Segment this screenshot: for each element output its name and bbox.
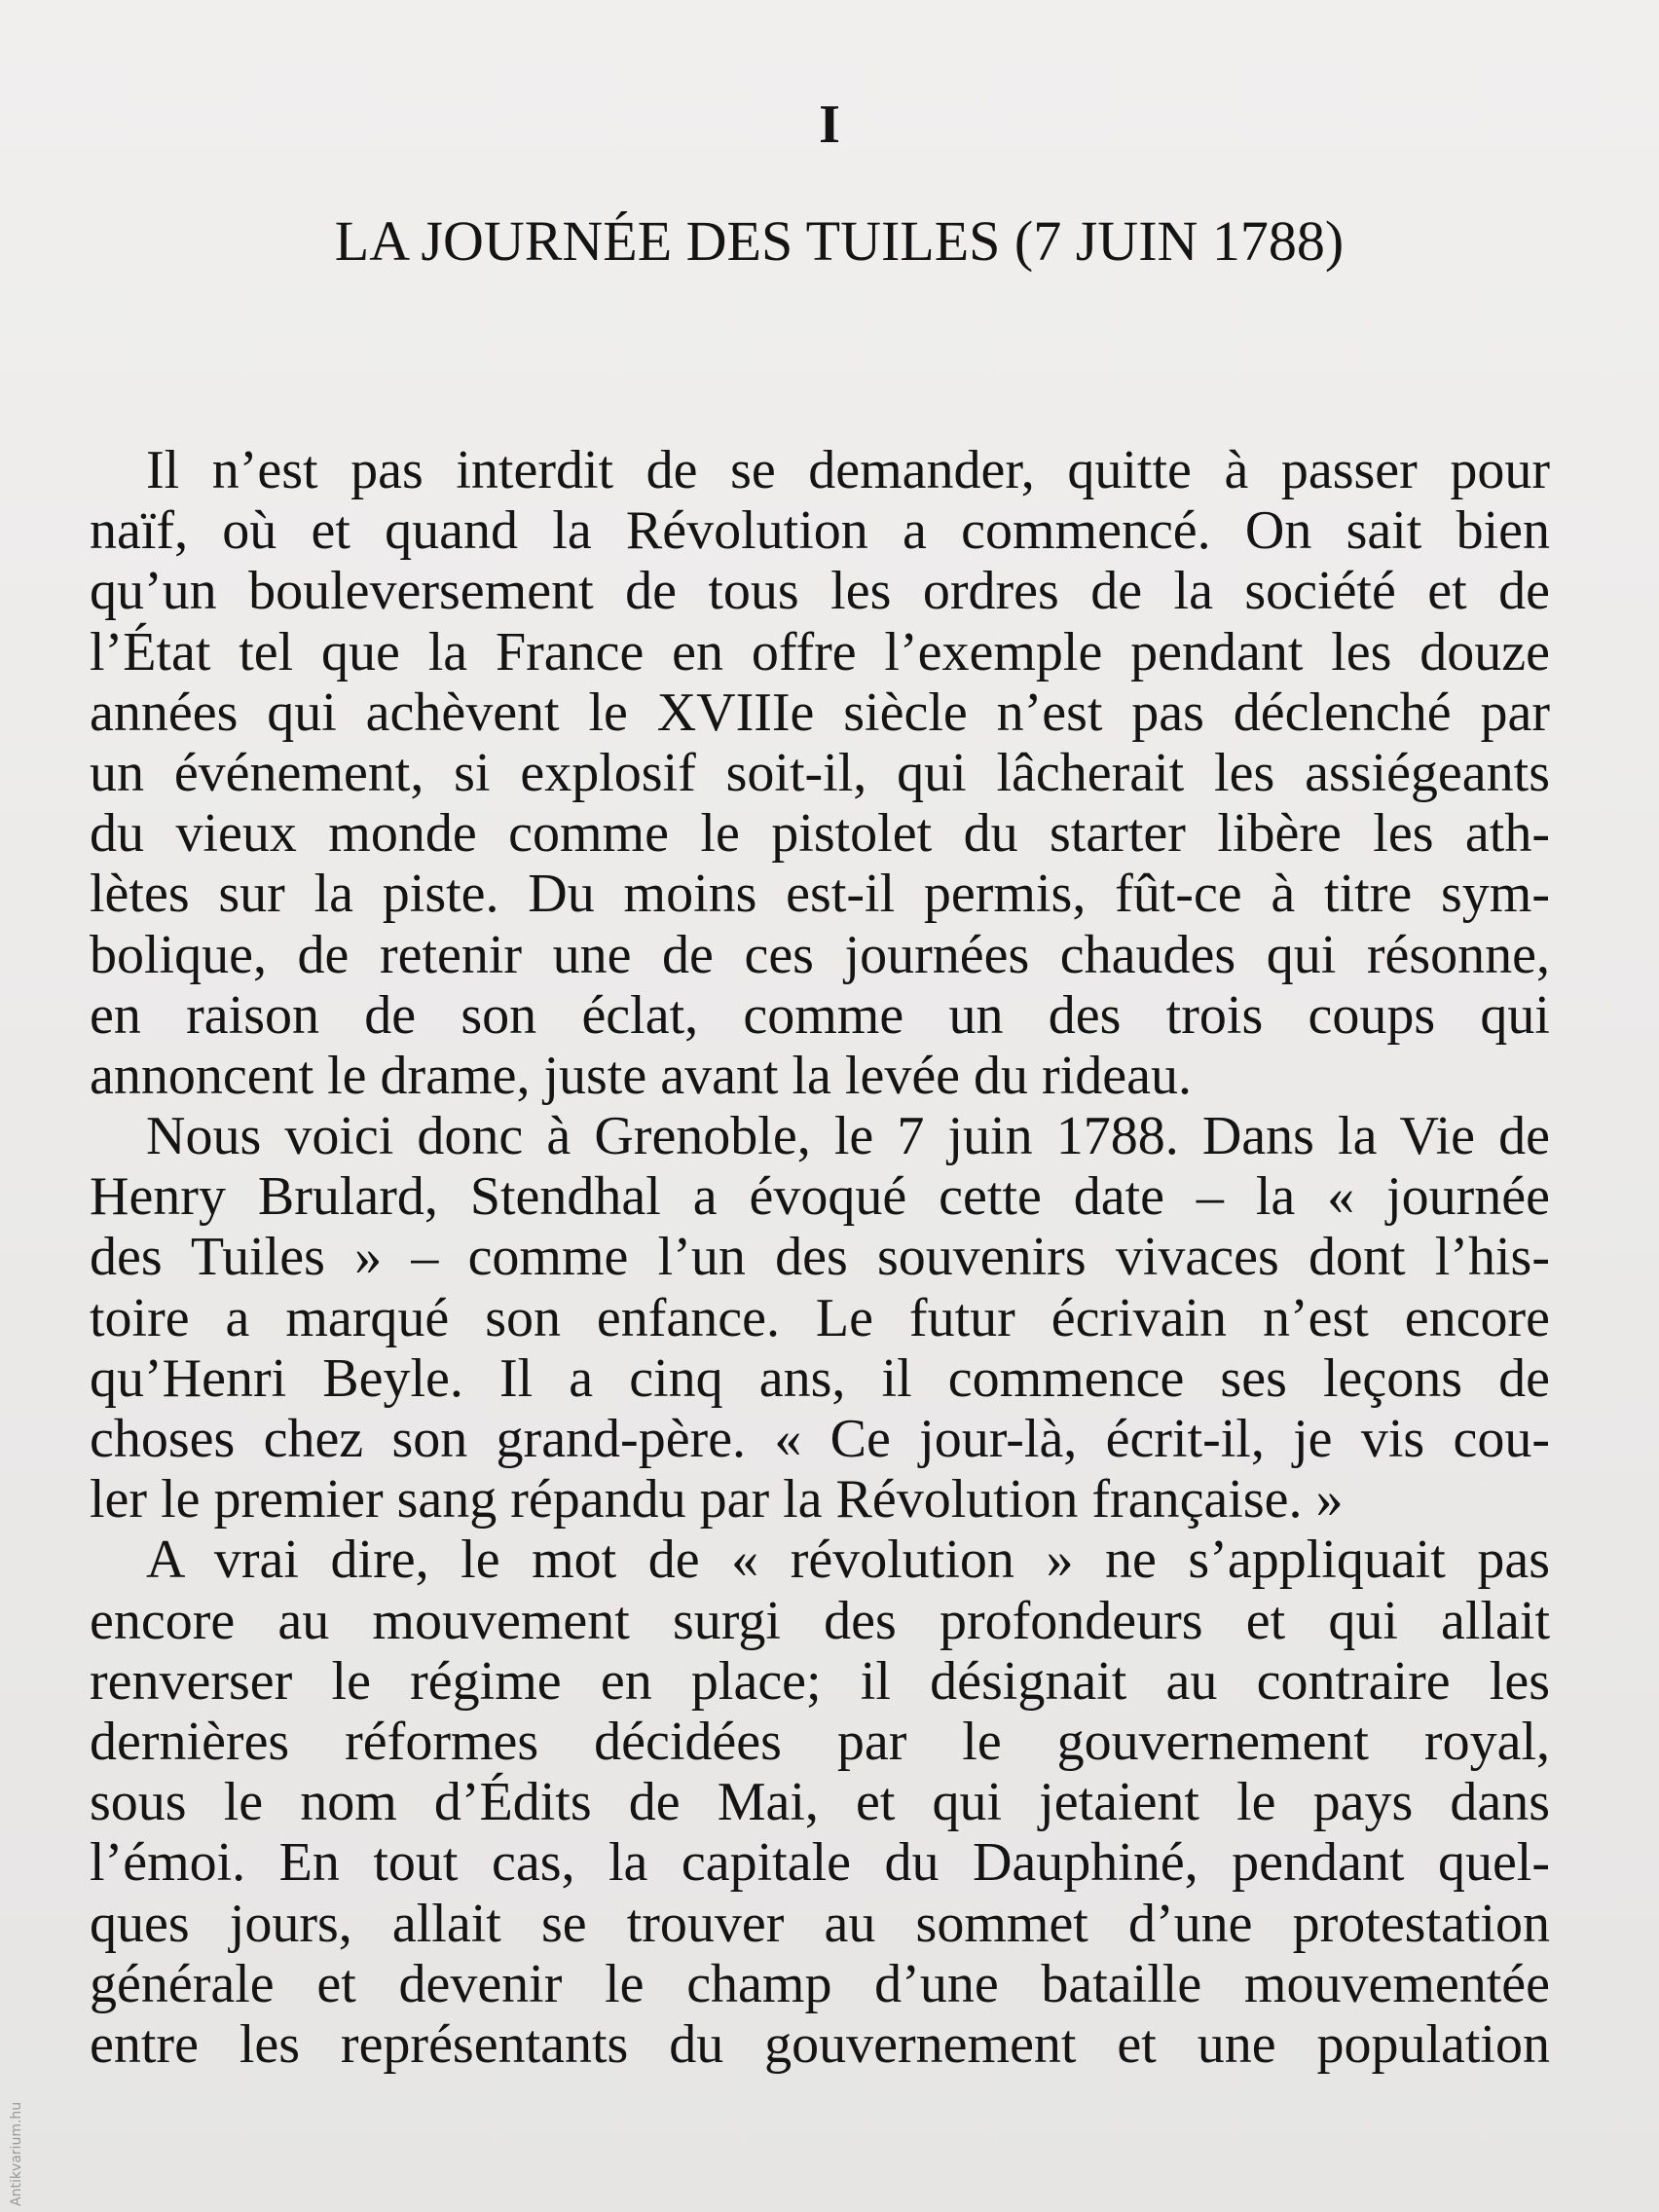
text-line: ques jours, allait se trouver au sommet d’une protestation xyxy=(90,1893,1550,1954)
text-line: lètes sur la piste. Du moins est-il permis, fût-ce à titre sym- xyxy=(90,864,1550,925)
text-line: l’émoi. En tout cas, la capitale du Dauphiné, pendant quel- xyxy=(90,1832,1550,1894)
body-text xyxy=(90,440,1550,2075)
text-line: renverser le régime en place; il désignait au contraire les xyxy=(90,1650,1550,1712)
watermark: Antikvarium.hu xyxy=(9,2101,24,2206)
text-line: des Tuiles » – comme l’un des souvenirs vivaces dont l’his- xyxy=(90,1227,1550,1288)
chapter-title: LA JOURNÉE DES TUILES (7 JUIN 1788) xyxy=(334,209,1345,273)
text-line: toire a marqué son enfance. Le futur écrivain n’est encore xyxy=(90,1287,1550,1348)
chapter-number: I xyxy=(819,94,840,155)
text-line: générale et devenir le champ d’une bataille mouvementée xyxy=(90,1953,1550,2014)
text-line: qu’un bouleversement de tous les ordres de la société et de xyxy=(90,561,1550,622)
text-line: entre les représentants du gouvernement et une population xyxy=(90,2013,1550,2075)
text-line: Il n’est pas interdit de se demander, quitte à passer pour xyxy=(146,440,1550,500)
text-line: encore au mouvement surgi des profondeurs et qui allait xyxy=(90,1590,1550,1651)
text-line: dernières réformes décidées par le gouvernement royal, xyxy=(90,1711,1550,1772)
text-line: un événement, si explosif soit-il, qui lâcherait les assiégeants xyxy=(90,742,1550,803)
text-line: naïf, où et quand la Révolution a commencé. On sait bien xyxy=(90,500,1550,562)
text-line: bolique, de retenir une de ces journées chaudes qui résonne, xyxy=(90,924,1550,985)
text-line: années qui achèvent le XVIIIe siècle n’est pas déclenché par xyxy=(90,682,1550,743)
text-line: en raison de son éclat, comme un des trois coups qui xyxy=(90,984,1550,1046)
text-line: choses chez son grand-père. « Ce jour-là, écrit-il, je vis cou- xyxy=(90,1409,1550,1469)
text-line: sous le nom d’Édits de Mai, et qui jetaient le pays dans xyxy=(90,1772,1550,1833)
text-line: qu’Henri Beyle. Il a cinq ans, il commence ses leçons de xyxy=(90,1347,1550,1409)
text-line: du vieux monde comme le pistolet du starter libère les ath- xyxy=(90,803,1550,865)
text-line: Henry Brulard, Stendhal a évoqué cette date – la « journée xyxy=(90,1166,1550,1228)
text-line: Nous voici donc à Grenoble, le 7 juin 1788. Dans la Vie de xyxy=(146,1106,1550,1167)
text-line: ler le premier sang répandu par la Révolution française. » xyxy=(90,1469,1344,1530)
text-line: annoncent le drame, juste avant la levée du rideau. xyxy=(90,1045,1192,1106)
text-line: A vrai dire, le mot de « révolution » ne s’appliquait pas xyxy=(146,1530,1550,1591)
text-line: l’État tel que la France en offre l’exemple pendant les douze xyxy=(90,621,1550,682)
